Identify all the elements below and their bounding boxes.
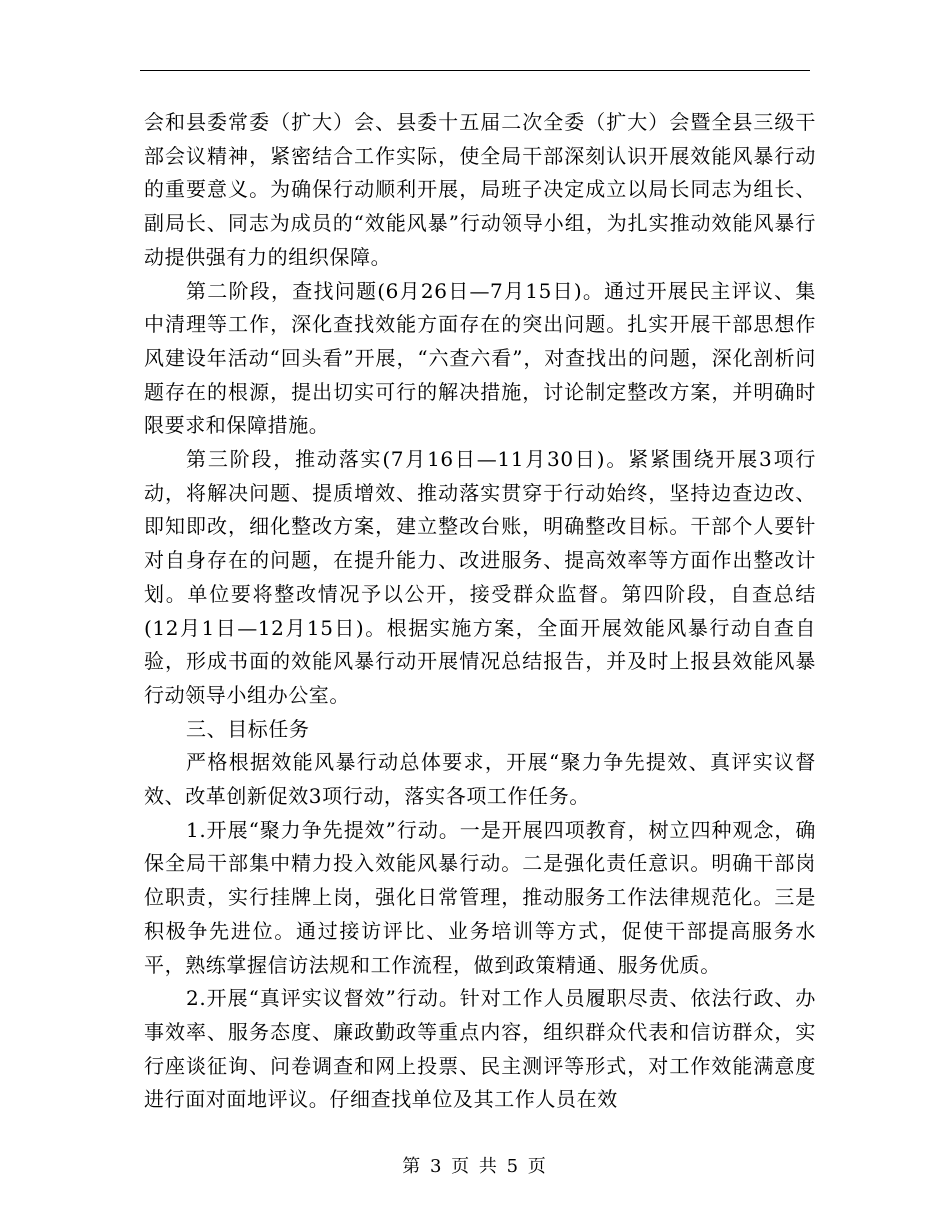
paragraph-1: 会和县委常委（扩大）会、县委十五届二次全委（扩大）会暨全县三级干部会议精神，紧密结合工作实际，使全局干部深刻认识开展效能风暴行动的重要意义。为确保行动顺利开展，局班子决定成立以局长同志为组长、副局长、同志为成员的“效能风暴”行动领导小组，为扎实推动效能风暴行动提供强有力的组织保障。 <box>144 110 816 269</box>
page-number-footer: 第 3 页 共 5 页 <box>402 1156 548 1177</box>
paragraph-item-1: 1.开展“聚力争先提效”行动。一是开展四项教育，树立四种观念，确保全局干部集中精力投入效能风暴行动。二是强化责任意识。明确干部岗位职责，实行挂牌上岗，强化日常管理，推动服务工作法律规范化。三是积极争先进位。通过接访评比、业务培训等方式，促使干部提高服务水平，熟练掌握信访法规和工作流程，做到政策精通、服务优质。 <box>144 817 816 977</box>
section-heading-goals: 三、目标任务 <box>186 716 310 741</box>
paragraph-goals-intro: 严格根据效能风暴行动总体要求，开展“聚力争先提效、真评实议督效、改革创新促效3项行动，落实各项工作任务。 <box>144 750 816 809</box>
header-rule <box>140 70 810 71</box>
document-body <box>144 106 816 1117</box>
paragraph-stage-three: 第三阶段，推动落实(7月16日—11月30日)。紧紧围绕开展3项行动，将解决问题、提质增效、推动落实贯穿于行动始终，坚持边查边改、即知即改，细化整改方案，建立整改台账，明确整改目标。干部个人要针对自身存在的问题，在提升能力、改进服务、提高效率等方面作出整改计划。单位要将整改情况予以公开，接受群众监督。第四阶段，自查总结(12月1日—12月15日)。根据实施方案，全面开展效能风暴行动自查自验，形成书面的效能风暴行动开展情况总结报告，并及时上报县效能风暴行动领导小组办公室。 <box>144 447 816 707</box>
paragraph-stage-two: 第二阶段，查找问题(6月26日—7月15日)。通过开展民主评议、集中清理等工作，深化查找效能方面存在的突出问题。扎实开展干部思想作风建设年活动“回头看”开展，“六查六看”，对查找出的问题，深化剖析问题存在的根源，提出切实可行的解决措施，讨论制定整改方案，并明确时限要求和保障措施。 <box>144 278 816 438</box>
paragraph-item-2: 2.开展“真评实议督效”行动。针对工作人员履职尽责、依法行政、办事效率、服务态度、廉政勤政等重点内容，组织群众代表和信访群众，实行座谈征询、问卷调查和网上投票、民主测评等形式，对工作效能满意度进行面对面地评议。仔细查找单位及其工作人员在效 <box>144 986 816 1112</box>
